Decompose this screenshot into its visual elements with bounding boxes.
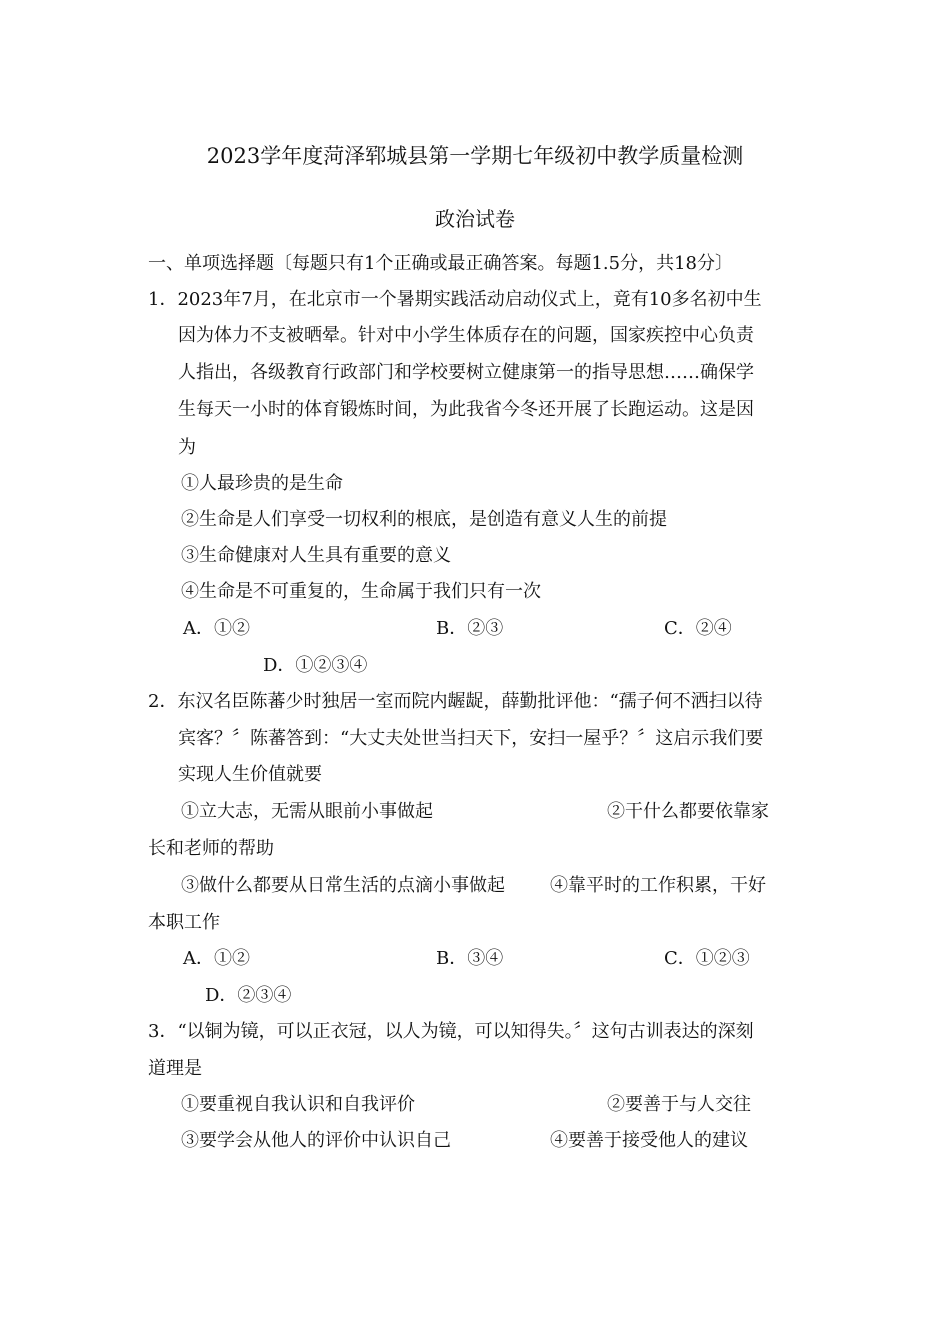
statement-1: ①立大志，无需从眼前小事做起 — [181, 801, 433, 822]
question-line: 因为体力不支被晒晕。针对中小学生体质存在的问题，国家疾控中心负责 — [178, 325, 754, 346]
question-line: 2．东汉名臣陈蕃少时独居一室而院内龌龊，薛勤批评他：“孺子何不洒扫以待 — [148, 691, 763, 712]
statement-2-continued: 长和老师的帮助 — [148, 838, 274, 859]
option-d: D．①②③④ — [263, 655, 368, 676]
question-line: 宾客？〞陈蕃答到：“大丈夫处世当扫天下，安扫一屋乎？〞这启示我们要 — [178, 728, 764, 749]
option-b: B．③④ — [436, 948, 504, 969]
option-c: C．①②③ — [664, 948, 750, 969]
question-line: 3．“以铜为镜，可以正衣冠，以人为镜，可以知得失。〞这句古训表达的深刻 — [148, 1021, 754, 1042]
statement-1: ①人最珍贵的是生命 — [181, 473, 343, 494]
option-d: D．②③④ — [205, 985, 292, 1006]
option-b: B．②③ — [436, 618, 504, 639]
question-line: 实现人生价值就要 — [178, 764, 322, 785]
question-line: 1．2023年7月，在北京市一个暑期实践活动启动仪式上，竟有10多名初中生 — [148, 289, 762, 310]
statement-3: ③做什么都要从日常生活的点滴小事做起 — [181, 875, 505, 896]
statement-1: ①要重视自我认识和自我评价 — [181, 1094, 415, 1115]
section-heading: 一、单项选择题〔每题只有1个正确或最正确答案。每题1.5分，共18分〕 — [148, 253, 733, 274]
question-line: 为 — [178, 437, 196, 458]
statement-2: ②生命是人们享受一切权利的根底，是创造有意义人生的前提 — [181, 509, 667, 530]
option-a: A．①② — [183, 618, 250, 639]
option-c: C．②④ — [664, 618, 732, 639]
statement-3: ③要学会从他人的评价中认识自己 — [181, 1130, 451, 1151]
exam-title: 2023学年度菏泽郓城县第一学期七年级初中教学质量检测 — [206, 144, 744, 168]
option-a: A．①② — [183, 948, 250, 969]
exam-subtitle: 政治试卷 — [435, 207, 515, 231]
statement-4: ④靠平时的工作积累，干好 — [550, 875, 766, 896]
question-line: 道理是 — [148, 1058, 202, 1079]
statement-4-continued: 本职工作 — [148, 912, 220, 933]
statement-4: ④生命是不可重复的，生命属于我们只有一次 — [181, 581, 541, 602]
question-line: 人指出，各级教育行政部门和学校要树立健康第一的指导思想……确保学 — [178, 362, 754, 383]
statement-2: ②要善于与人交往 — [607, 1094, 751, 1115]
statement-3: ③生命健康对人生具有重要的意义 — [181, 545, 451, 566]
statement-2: ②干什么都要依靠家 — [607, 801, 769, 822]
question-line: 生每天一小时的体育锻炼时间，为此我省今冬还开展了长跑运动。这是因 — [178, 399, 754, 420]
statement-4: ④要善于接受他人的建议 — [550, 1130, 748, 1151]
